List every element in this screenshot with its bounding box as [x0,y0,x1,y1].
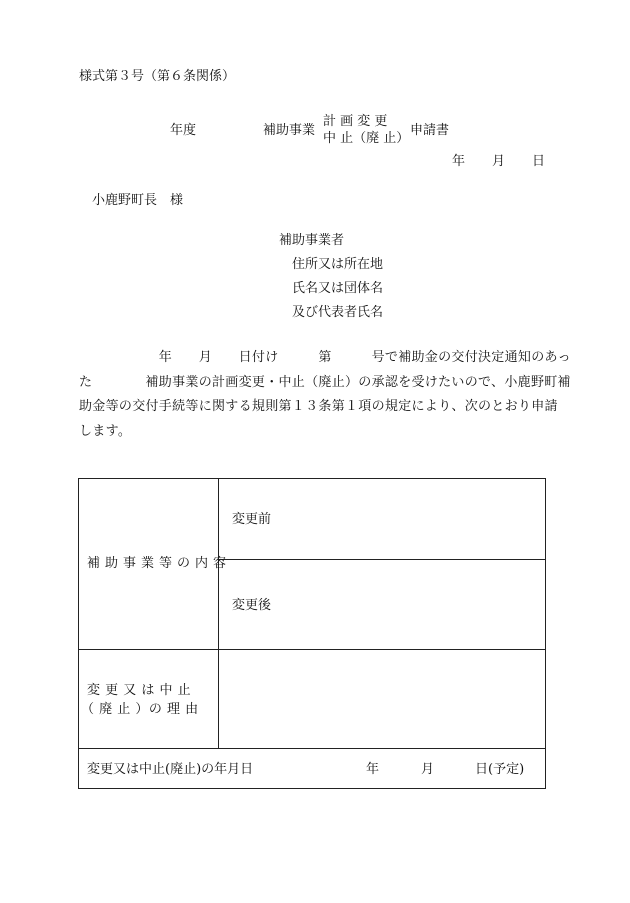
body-line: 助金等の交付手続等に関する規則第１３条第１項の規定により、次のとおり申請 [79,399,558,414]
body-line: します。 [79,423,132,439]
row2-label-line2: （ 廃 止 ）の 理 由 [81,702,199,717]
title-year-label: 年度 [170,123,197,138]
applicant-address-label: 住所又は所在地 [292,257,384,272]
date-day: 日 [532,154,546,169]
table-divider-row1 [78,649,546,650]
applicant-heading: 補助事業者 [279,233,345,248]
row2-label-line1: 変 更 又 は 中 止 [87,683,192,698]
before-label: 変更前 [232,512,272,527]
row1-label: 補助事業等の内容 [87,556,232,571]
title-suffix: 申請書 [410,123,450,138]
title-option-cancel: 中 止（廃 止） [323,131,410,146]
table-divider-vertical [218,478,219,749]
row3-month: 月 [421,762,435,777]
title-project-label: 補助事業 [263,123,316,138]
details-table [78,478,546,789]
title-option-change: 計 画 変 更 [323,114,388,129]
row3-year: 年 [366,762,380,777]
date-year: 年 [452,154,466,169]
addressee: 小鹿野町長 様 [92,193,184,208]
date-month: 月 [492,154,506,169]
applicant-rep-label: 及び代表者氏名 [292,305,384,320]
row3-label: 変更又は中止(廃止)の年月日 [87,762,254,777]
table-divider-before-after [218,559,546,560]
after-label: 変更後 [232,598,272,613]
body-line: 年 月 日付け 第 号で補助金の交付決定通知のあっ [79,350,571,365]
table-divider-row2 [78,748,546,749]
body-paragraph [79,346,571,444]
form-number: 様式第３号（第６条関係） [79,69,236,84]
applicant-name-label: 氏名又は団体名 [292,281,384,296]
row3-day: 日(予定) [475,762,525,777]
body-line: た 補助事業の計画変更・中止（廃止）の承認を受けたいので、小鹿野町補 [79,374,571,390]
